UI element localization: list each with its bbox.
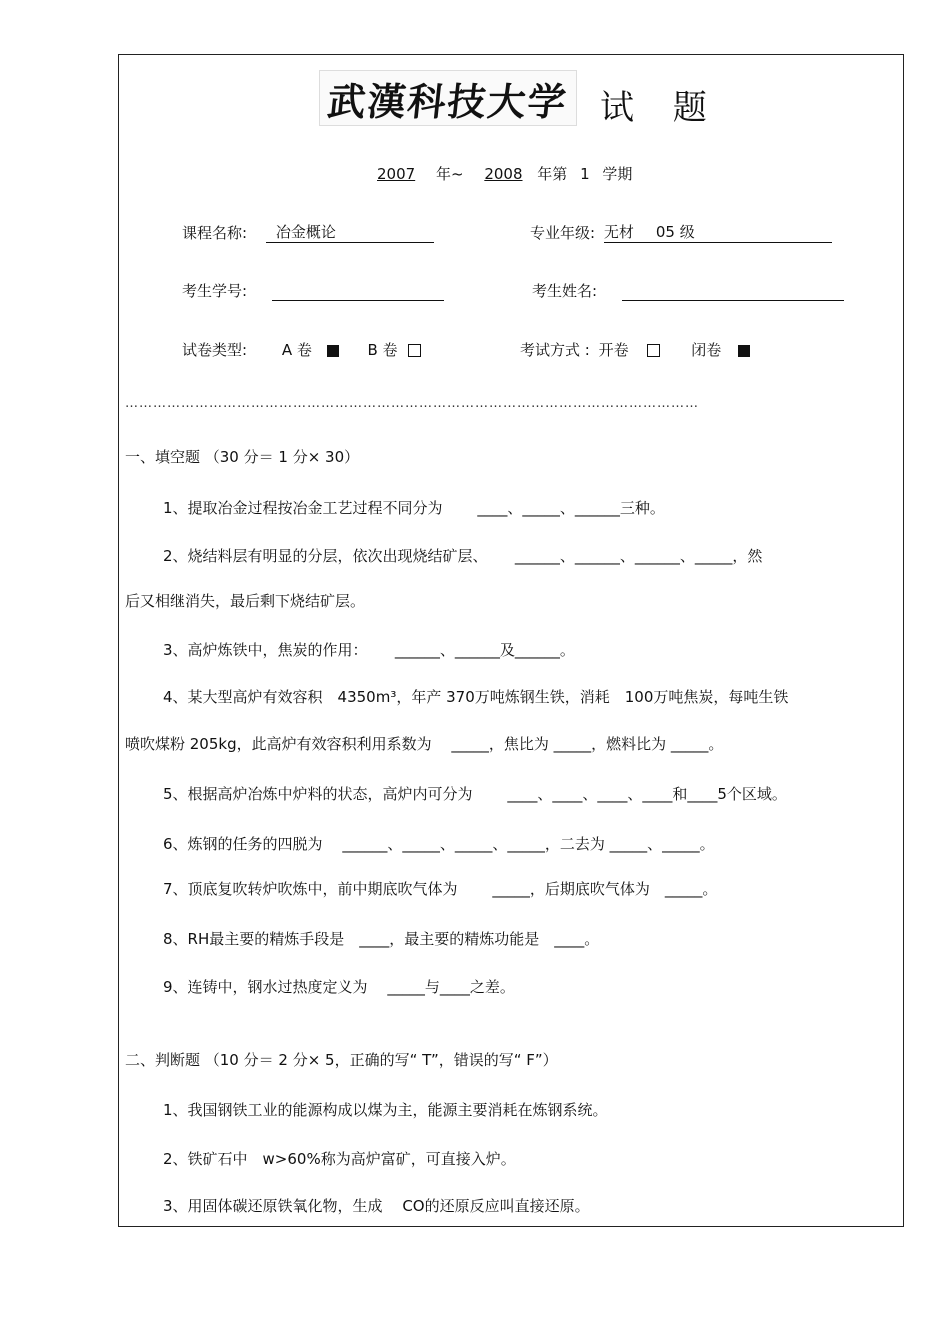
- course-label: 课程名称:: [182, 224, 248, 242]
- exam-mode-label: 考试方式 :: [520, 341, 590, 359]
- paper-a-checkbox[interactable]: [327, 345, 339, 357]
- section1-item: 3、高炉炼铁中，焦炭的作用： ______、______及______。: [163, 641, 575, 659]
- paper-a-label: A 卷: [281, 341, 312, 359]
- closed-book-label: 闭卷: [691, 341, 722, 359]
- page-title: 试 题: [600, 88, 721, 128]
- section1-item: 1、提取冶金过程按冶金工艺过程不同分为 ____、_____、______三种。: [163, 499, 665, 517]
- course-value: 冶金概论: [275, 223, 336, 241]
- university-logo: [319, 70, 577, 126]
- major-row: [530, 222, 832, 243]
- divider-dots: ……………………………………………………………………………………………………………: [125, 396, 699, 411]
- major-value: 无材: [603, 223, 634, 241]
- student-name-row: [532, 280, 844, 301]
- section2-item: 2、铁矿石中 w>60%称为高炉富矿，可直接入炉。: [163, 1150, 516, 1168]
- major-label: 专业年级:: [530, 224, 596, 242]
- section1-item: 6、炼钢的任务的四脱为 ______、_____、_____、_____，二去为 _____、_____。: [163, 835, 715, 853]
- term-suffix: 学期: [602, 165, 633, 183]
- year-mid: 年~: [435, 165, 464, 183]
- student-name-field[interactable]: [622, 282, 844, 301]
- course-field[interactable]: [266, 224, 434, 243]
- paper-type-row: [182, 339, 425, 360]
- student-id-row: [182, 280, 444, 301]
- year-end: 2008: [484, 165, 523, 183]
- paper-type-label: 试卷类型:: [182, 341, 248, 359]
- section2-item: 3、用固体碳还原铁氧化物，生成 CO的还原反应叫直接还原。: [163, 1197, 590, 1215]
- section1-item: 5、根据高炉冶炼中炉料的状态，高炉内可分为 ____、____、____、____和____5个区域。: [163, 785, 787, 803]
- open-book-label: 开卷: [598, 341, 629, 359]
- student-id-label: 考生学号:: [182, 282, 248, 300]
- term-pre: 年第: [537, 165, 568, 183]
- course-row: [182, 222, 434, 243]
- paper-b-label: B 卷: [367, 341, 398, 359]
- term-line: [367, 163, 632, 184]
- section1-item: 喷吹煤粉 205kg，此高炉有效容积利用系数为 _____，焦比为 _____，燃料比为 _____。: [125, 735, 724, 753]
- major-field[interactable]: [604, 224, 832, 243]
- section1-heading: 一、填空题 （30 分＝ 1 分× 30）: [125, 448, 360, 466]
- student-name-label: 考生姓名:: [532, 282, 598, 300]
- section2-item: 1、我国钢铁工业的能源构成以煤为主，能源主要消耗在炼钢系统。: [163, 1101, 608, 1119]
- closed-book-checkbox[interactable]: [738, 345, 750, 357]
- section1-item: 8、RH最主要的精炼手段是 ____，最主要的精炼功能是 ____。: [163, 930, 600, 948]
- exam-mode-row: [520, 339, 754, 360]
- section1-item: 7、顶底复吹转炉吹炼中，前中期底吹气体为 _____，后期底吹气体为 _____。: [163, 880, 718, 898]
- student-id-field[interactable]: [272, 282, 444, 301]
- section1-item: 9、连铸中，钢水过热度定义为 _____与____之差。: [163, 978, 515, 996]
- open-book-checkbox[interactable]: [647, 344, 660, 357]
- paper-b-checkbox[interactable]: [408, 344, 421, 357]
- section1-item: 2、烧结料层有明显的分层，依次出现烧结矿层、 ______、______、______、_____，然: [163, 547, 763, 565]
- major-grade: 05 级: [655, 223, 695, 241]
- year-start: 2007: [377, 165, 416, 183]
- section2-heading: 二、判断题 （10 分＝ 2 分× 5，正确的写“ T”，错误的写“ F”）: [125, 1051, 558, 1069]
- section1-item: 后又相继消失，最后剩下烧结矿层。: [125, 592, 366, 610]
- section1-item: 4、某大型高炉有效容积 4350m³，年产 370万吨炼钢生铁，消耗 100万吨焦炭，每吨生铁: [163, 688, 789, 706]
- term-num: 1: [580, 165, 590, 183]
- logo-text: 武漢科技大学: [325, 78, 571, 124]
